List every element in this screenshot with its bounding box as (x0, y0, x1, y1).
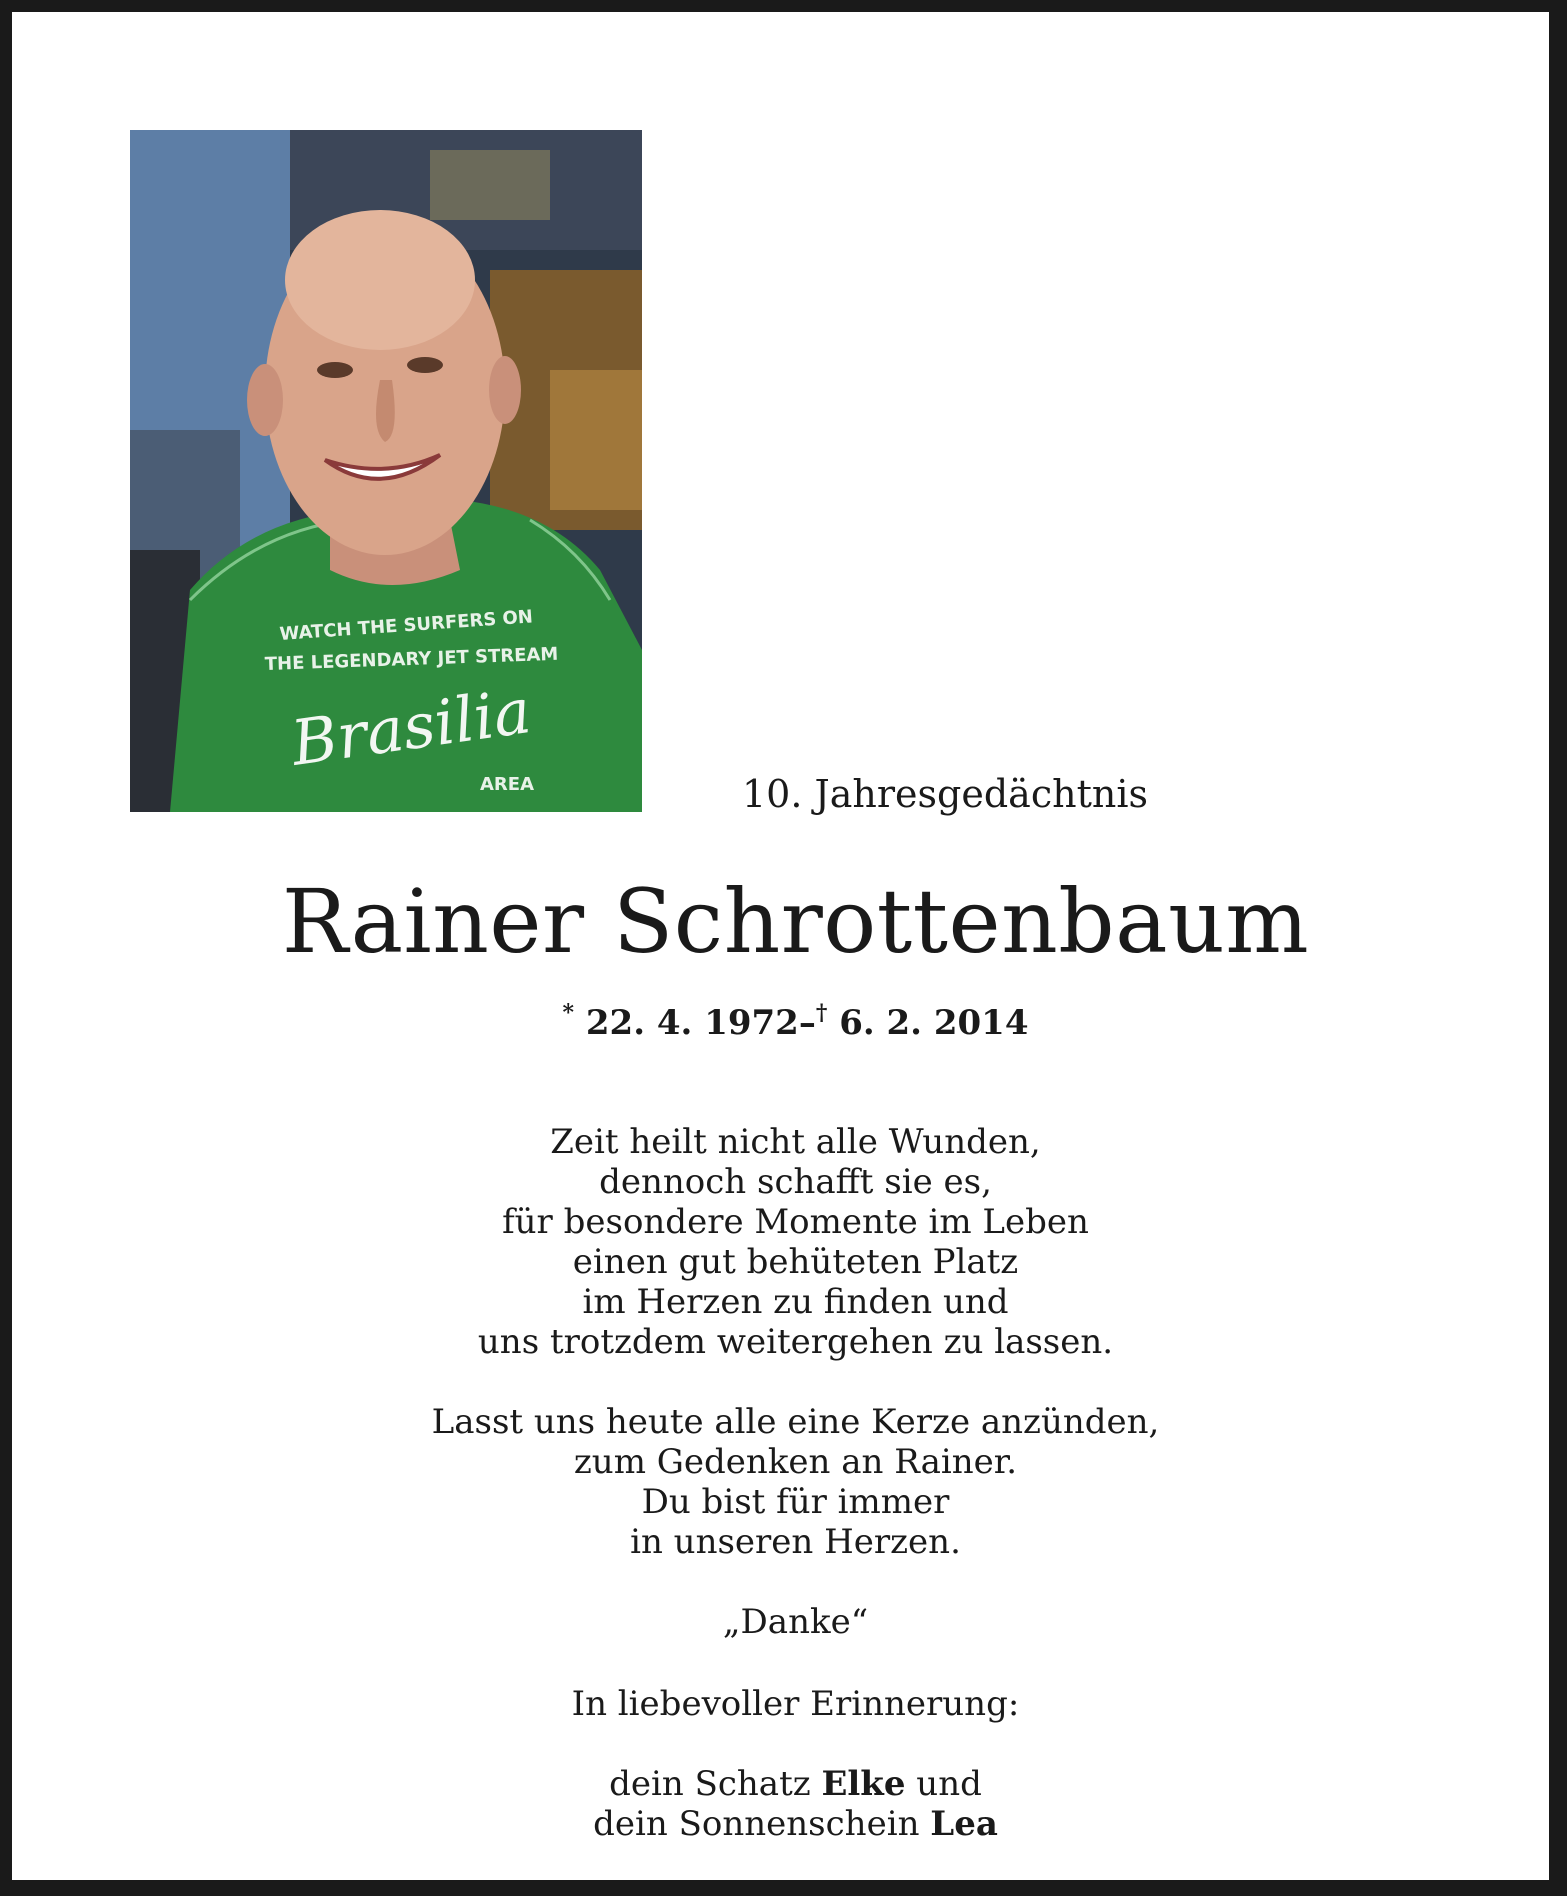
poem-line: im Herzen zu finden und (582, 1282, 1009, 1322)
poem-line: in unseren Herzen. (630, 1522, 961, 1562)
poem-line: zum Gedenken an Rainer. (573, 1442, 1018, 1482)
deceased-name: Rainer Schrottenbaum (281, 870, 1310, 973)
poem-stanza-2 (12, 1402, 1549, 1562)
poem-line: für besondere Momente im Leben (502, 1202, 1089, 1242)
memory-intro: In liebevoller Erinnerung: (571, 1684, 1020, 1724)
death-symbol: † (815, 1000, 828, 1026)
portrait-illustration (130, 130, 642, 812)
family-name-elke: Elke (821, 1764, 906, 1804)
thanks-line: „Danke“ (722, 1602, 869, 1642)
poem-line: dennoch schafft sie es, (599, 1162, 992, 1202)
anniversary-title: 10. Jahresgedächtnis (742, 772, 1148, 816)
portrait-photo (130, 130, 642, 812)
family-line-2 (12, 1804, 1549, 1844)
family-line-1-prefix: dein Schatz (609, 1764, 822, 1804)
life-dates (12, 1000, 1549, 1043)
family-line-1-suffix: und (905, 1764, 982, 1804)
svg-text:WATCH THE SURFERS ON: WATCH THE SURFERS ON (278, 606, 534, 645)
birth-date: 22. 4. 1972 (585, 1003, 799, 1043)
poem-line: einen gut behüteten Platz (572, 1242, 1019, 1282)
death-date: 6. 2. 2014 (839, 1003, 1029, 1043)
family-line-2-prefix: dein Sonnenschein (593, 1804, 931, 1844)
birth-symbol: * (562, 1000, 575, 1026)
poem-line: Zeit heilt nicht alle Wunden, (550, 1122, 1041, 1162)
poem-line: Lasst uns heute alle eine Kerze anzünden, (431, 1402, 1160, 1442)
svg-text:Brasilia: Brasilia (286, 674, 536, 780)
family-name-lea: Lea (930, 1804, 998, 1844)
svg-text:THE LEGENDARY JET STREAM: THE LEGENDARY JET STREAM (264, 643, 559, 675)
poem-line: Du bist für immer (641, 1482, 950, 1522)
obituary-page (12, 12, 1549, 1880)
family-line-1 (12, 1764, 1549, 1804)
poem-stanza-1 (12, 1122, 1549, 1362)
svg-text:AREA: AREA (480, 774, 535, 795)
poem-line: uns trotzdem weitergehen zu lassen. (477, 1322, 1114, 1362)
date-separator: – (798, 1003, 816, 1043)
family-signature (12, 1764, 1549, 1844)
